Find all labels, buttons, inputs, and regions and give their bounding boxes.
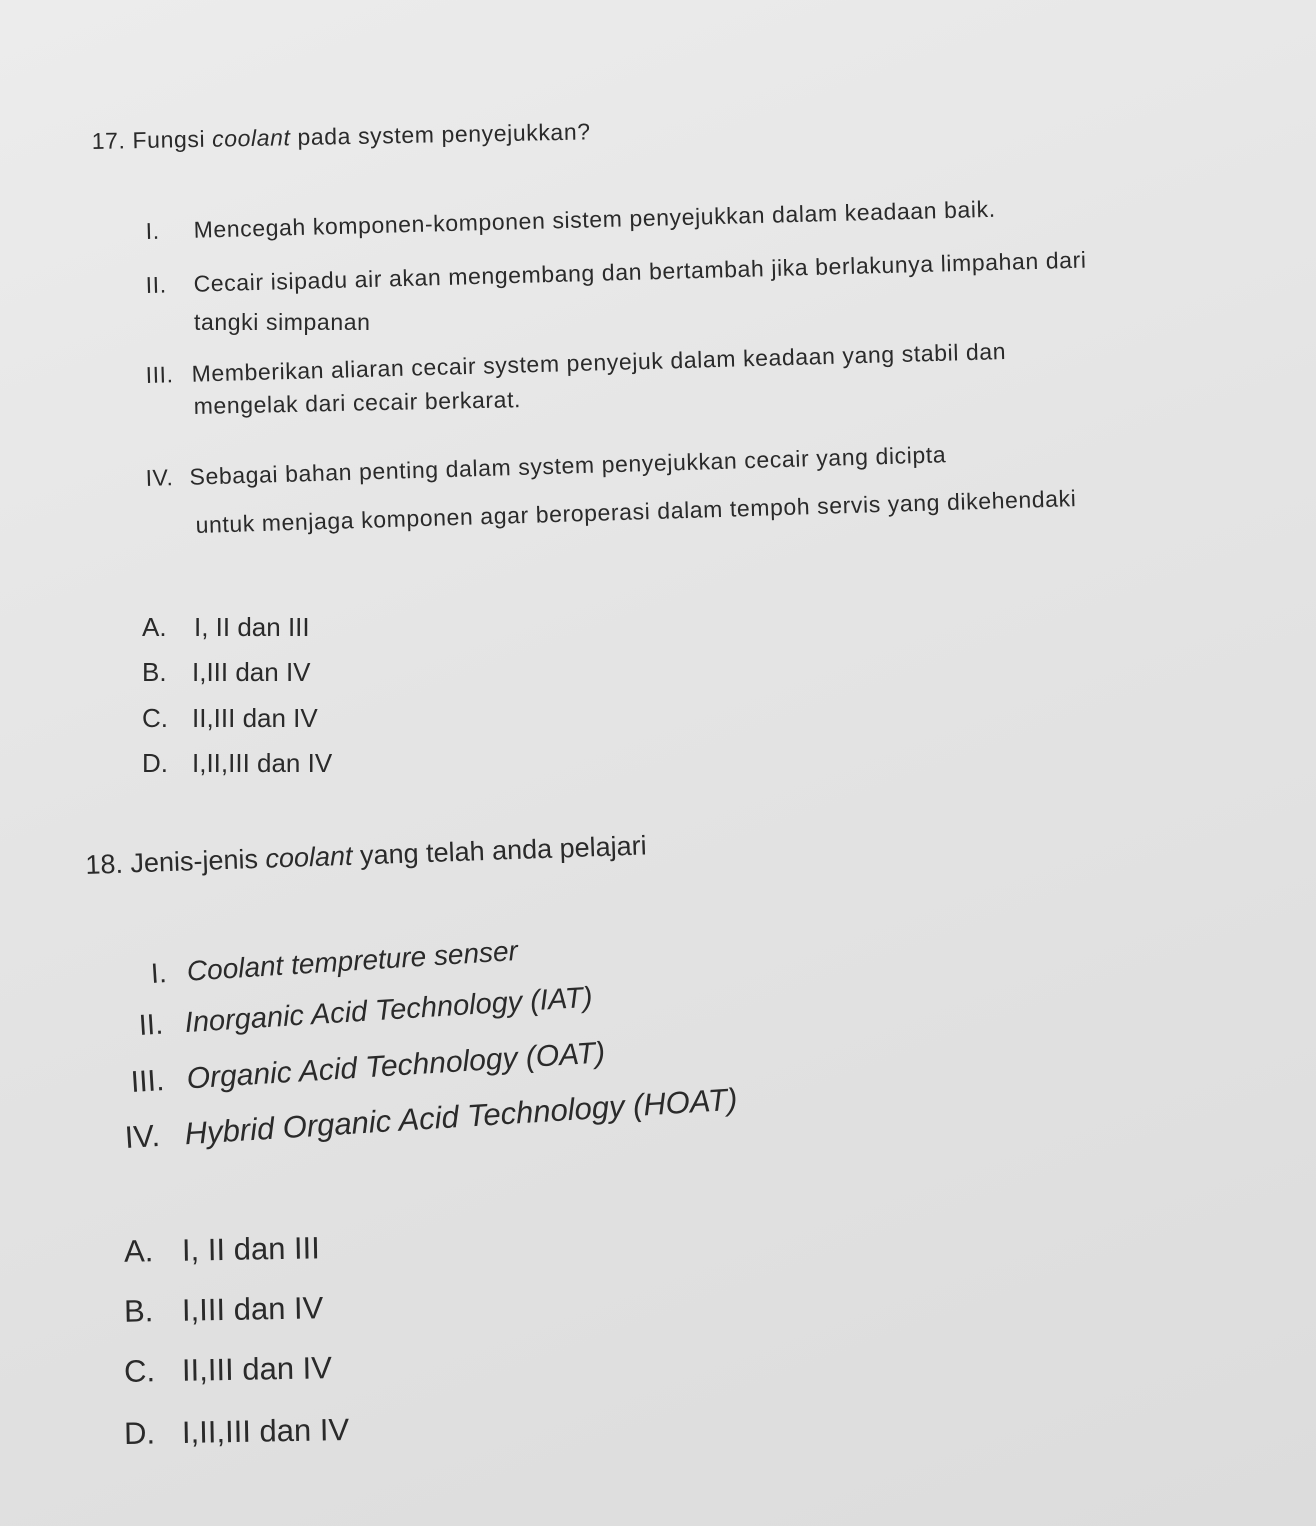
q18-statement-3-text: Organic Acid Technology (OAT) bbox=[185, 1036, 607, 1096]
q18-statement-1-numeral: I. bbox=[149, 957, 168, 990]
q18-option-a-letter: A. bbox=[123, 1233, 154, 1269]
q17-statement-2-text: Cecair isipadu air akan mengembang dan bertambah jika berlakunya limpahan dari bbox=[193, 246, 1087, 297]
q18-option-d[interactable] bbox=[124, 1412, 350, 1452]
q17-stem-before: Fungsi bbox=[132, 125, 206, 154]
q17-option-a-text: I, II dan III bbox=[194, 612, 310, 642]
q18-statement-2-text: Inorganic Acid Technology (IAT) bbox=[183, 981, 594, 1040]
q18-statement-2 bbox=[138, 982, 594, 1043]
q17-statement-3-cont: mengelak dari cecair berkarat. bbox=[193, 386, 522, 420]
q17-statement-4-numeral: IV. bbox=[145, 464, 174, 492]
q18-option-b-letter: B. bbox=[123, 1293, 154, 1329]
q18-statement-3-numeral: III. bbox=[129, 1063, 166, 1100]
q17-statement-2 bbox=[145, 247, 1087, 299]
q17-option-c-letter: C. bbox=[142, 703, 168, 733]
q17-statement-1 bbox=[145, 196, 996, 245]
q18-option-a-text: I, II dan III bbox=[181, 1230, 321, 1268]
q17-statement-2-numeral: II. bbox=[145, 271, 167, 299]
q18-option-c-letter: C. bbox=[123, 1353, 156, 1389]
q17-option-a-letter: A. bbox=[142, 612, 167, 642]
q17-statement-4 bbox=[145, 441, 946, 492]
q18-statement-2-numeral: II. bbox=[137, 1008, 165, 1043]
q18-stem-after: yang telah anda pelajari bbox=[359, 830, 648, 871]
q18-statement-4-text: Hybrid Organic Acid Technology (HOAT) bbox=[183, 1081, 739, 1152]
q17-option-c[interactable] bbox=[142, 703, 318, 734]
q17-option-b-text: I,III dan IV bbox=[192, 657, 311, 687]
q18-statement-3 bbox=[130, 1036, 606, 1100]
q18-stem-italic: coolant bbox=[264, 840, 354, 874]
q18-option-b-text: I,III dan IV bbox=[181, 1290, 324, 1328]
q17-statement-4-text: Sebagai bahan penting dalam system penyejukkan cecair yang dicipta bbox=[189, 441, 947, 490]
q17-stem-italic: coolant bbox=[211, 124, 291, 152]
q18-option-b[interactable] bbox=[124, 1290, 324, 1329]
q17-statement-1-text: Mencegah komponen-komponen sistem penyejukkan dalam keadaan baik. bbox=[193, 195, 996, 243]
q17-statement-3-numeral: III. bbox=[145, 361, 174, 389]
q17-option-d[interactable] bbox=[142, 748, 332, 779]
q17-statement-2-cont: tangki simpanan bbox=[194, 309, 371, 335]
q17-option-d-text: I,II,III dan IV bbox=[192, 748, 333, 778]
q17-stem bbox=[91, 118, 590, 155]
q18-stem bbox=[85, 830, 647, 881]
q17-stem-after: pada system penyejukkan? bbox=[297, 118, 591, 151]
q18-option-a[interactable] bbox=[124, 1230, 320, 1269]
q18-option-d-text: I,II,III dan IV bbox=[181, 1412, 350, 1450]
q17-option-d-letter: D. bbox=[142, 748, 168, 778]
q18-option-d-letter: D. bbox=[123, 1415, 156, 1451]
q17-statement-3 bbox=[145, 338, 1006, 389]
q17-number: 17. bbox=[91, 127, 126, 155]
q17-option-b[interactable] bbox=[142, 657, 311, 688]
q18-option-c-text: II,III dan IV bbox=[181, 1350, 333, 1388]
q18-number: 18. bbox=[84, 848, 124, 881]
q17-option-c-text: II,III dan IV bbox=[192, 703, 318, 733]
q17-option-a[interactable] bbox=[142, 612, 310, 643]
q18-statement-1 bbox=[150, 935, 519, 990]
q17-option-b-letter: B. bbox=[142, 657, 167, 687]
q17-statement-3-text: Memberikan aliaran cecair system penyejuk dalam keadaan yang stabil dan bbox=[191, 337, 1007, 387]
q18-stem-before: Jenis-jenis bbox=[129, 843, 259, 879]
q17-statement-4-cont: untuk menjaga komponen agar beroperasi dalam tempoh servis yang dikehendaki bbox=[195, 485, 1077, 539]
q17-statement-1-numeral: I. bbox=[145, 217, 160, 245]
q18-statement-4-numeral: IV. bbox=[123, 1117, 161, 1156]
q18-statement-1-text: Coolant tempreture senser bbox=[185, 934, 519, 987]
q18-option-c[interactable] bbox=[124, 1350, 333, 1390]
